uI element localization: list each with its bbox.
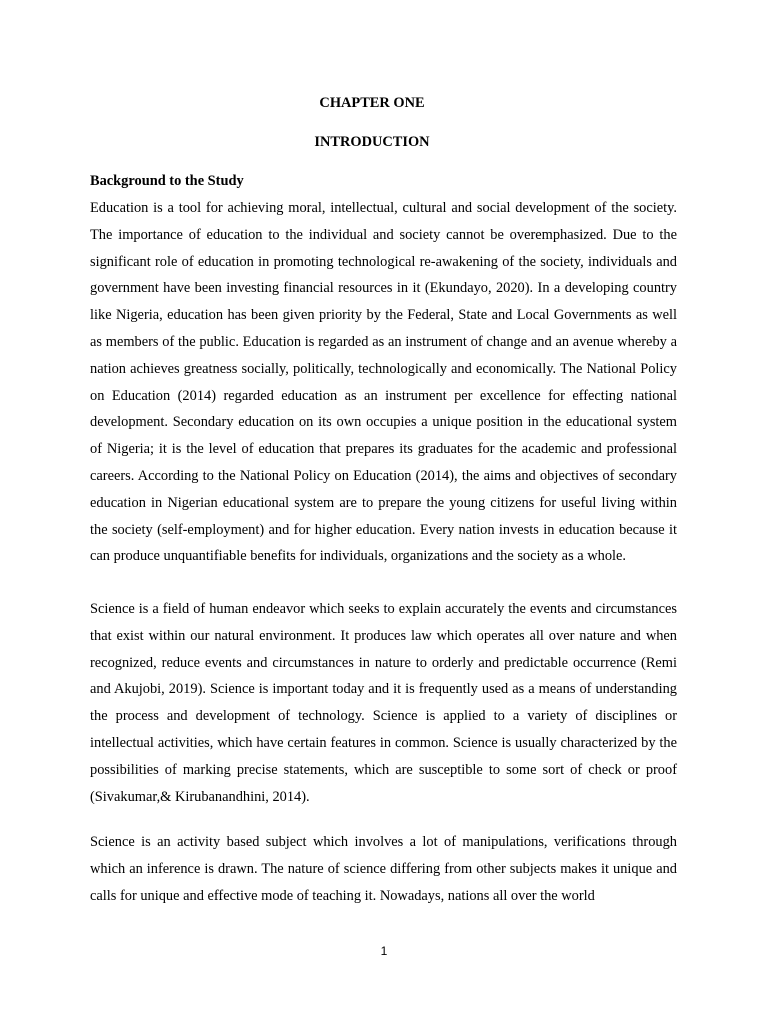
chapter-label: CHAPTER ONE (319, 95, 425, 111)
section-heading: Background to the Study (90, 173, 244, 189)
page-number: 1 (380, 944, 388, 958)
paragraph-science-activity: Science is an activity based subject which involves a lot of manipulations, verifications through which an inference is drawn. The nature of science differing from other subjects makes it unique and calls for unique and effective mode of teaching it. Nowadays, nations all over the world (90, 834, 677, 904)
paragraph-science-field: Science is a field of human endeavor which seeks to explain accurately the events and circumstances that exist within our natural environment. It produces law which operates all over nature and when recognized, reduce events and circumstances in nature to orderly and predictable occurrence (Remi and Akujobi, 2019). Science is important today and it is frequently used as a means of understanding the process and development of technology. Science is applied to a variety of disciplines or intellectual activities, which have certain features in common. Science is usually characterized by the possibilities of marking precise statements, which are susceptible to some sort of check or proof (Sivakumar,& Kirubanandhini, 2014). (90, 601, 677, 805)
chapter-title: INTRODUCTION (314, 134, 430, 150)
paragraph-education: Education is a tool for achieving moral, intellectual, cultural and social development of the society. The importance of education to the individual and society cannot be overemphasized. Due to the significant role of education in promoting technological re-awakening of the society, individuals and government have been investing financial resources in it (Ekundayo, 2020). In a developing country like Nigeria, education has been given priority by the Federal, State and Local Governments as well as members of the public. Education is regarded as an instrument of change and an avenue whereby a nation achieves greatness socially, politically, technologically and economically. The National Policy on Education (2014) regarded education as an instrument per excellence for effecting national development. Secondary education on its own occupies a unique position in the educational system of Nigeria; it is the level of education that prepares its graduates for the academic and professional careers. According to the National Policy on Education (2014), the aims and objectives of secondary education in Nigerian educational system are to prepare the young citizens for useful living within the society (self-employment) and for higher education. Every nation invests in education because it can produce unquantifiable benefits for individuals, organizations and the society as a whole. (90, 200, 677, 565)
